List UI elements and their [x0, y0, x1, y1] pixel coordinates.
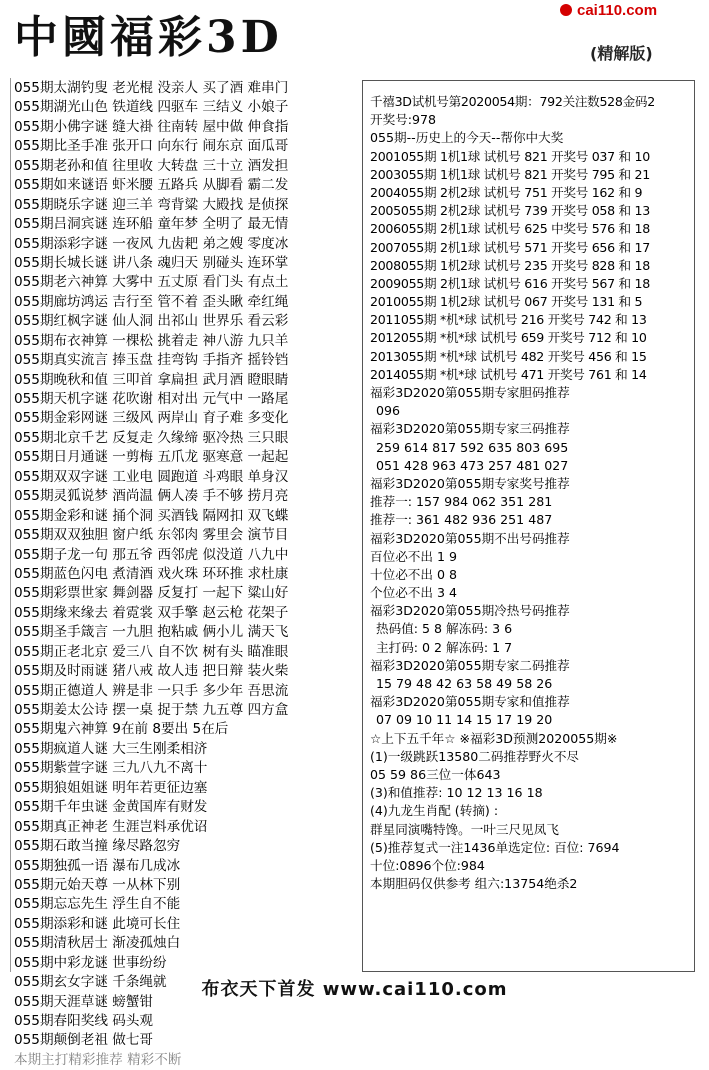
forecast-line: 05 59 86三位一体643 — [370, 766, 501, 782]
forecast-line: 本期胆码仅供参考 组六:13754绝杀2 — [370, 876, 578, 892]
riddle-row: 055期添彩和谜 此境可长住 — [14, 915, 181, 932]
riddle-row: 055期正德道人 辨是非 一只手 多少年 吾思流 — [14, 682, 289, 699]
riddle-row: 055期忘忘先生 浮生自不能 — [14, 896, 181, 913]
two-code-line: 15 79 48 42 63 58 49 58 26 — [376, 676, 553, 691]
riddle-row: 055期石敢当撞 缘尽路忽穷 — [14, 838, 181, 855]
riddle-row: 055期太湖钓叟 老光棍 没亲人 买了酒 难串门 — [14, 80, 289, 96]
riddle-row: 本期主打精彩推荐 精彩不断 — [14, 1051, 182, 1068]
history-row: 2010055期 1机2球 试机号 067 开奖号 131 和 5 — [370, 294, 643, 310]
draw-number-line: 开奖号:978 — [370, 112, 437, 128]
riddle-row: 055期金彩网谜 三级风 两岸山 育子难 多变化 — [14, 410, 289, 427]
history-row: 2013055期 *机*球 试机号 482 开奖号 456 和 15 — [370, 348, 647, 364]
riddle-row: 055期正老北京 爱三八 自不饮 树有头 瞄准眼 — [14, 643, 289, 660]
riddle-row: 055期红枫字谜 仙人洞 出祁山 世界乐 看云彩 — [14, 313, 289, 330]
riddle-row: 055期廊坊鸿运 吉行至 管不着 歪头瞅 牵红绳 — [14, 293, 289, 310]
riddle-row: 055期布衣神算 一棵松 挑着走 神八游 九只羊 — [14, 332, 289, 349]
history-row: 2001055期 1机1球 试机号 821 开奖号 037 和 10 — [370, 148, 650, 164]
riddle-row: 055期吕洞宾谜 连环船 童年梦 全明了 最无情 — [14, 216, 289, 233]
riddle-list — [14, 79, 354, 1068]
riddle-row: 055期颠倒老祖 做七哥 — [14, 1032, 154, 1049]
riddle-row: 055期金彩和谜 捅个洞 买酒钱 隔网扣 双飞蝶 — [14, 507, 289, 524]
riddle-row: 055期老六神算 大雾中 五丈原 看门头 有点土 — [14, 274, 289, 291]
forecast-line: 十位:0896个位:984 — [370, 857, 485, 873]
riddle-row: 055期元始天尊 一从林下别 — [14, 876, 181, 893]
exclude-code-line: 百位必不出 1 9 — [370, 548, 458, 564]
sum-value-title: 福彩3D2020第055期专家和值推荐 — [370, 694, 570, 710]
hot-cold-line: 热码值: 5 8 解冻码: 3 6 — [376, 621, 513, 637]
history-row: 2014055期 *机*球 试机号 471 开奖号 761 和 14 — [370, 366, 647, 382]
history-title: 055期--历史上的今天--帮你中大奖 — [370, 130, 564, 146]
prediction-panel — [370, 93, 690, 968]
bold-code-value: 096 — [376, 403, 401, 419]
riddle-row: 055期子龙一句 那五爷 西邻虎 似没道 八九中 — [14, 546, 289, 563]
exclude-code-line: 十位必不出 0 8 — [370, 566, 458, 582]
sum-value-line: 07 09 10 11 14 15 17 19 20 — [376, 712, 553, 728]
riddle-row: 055期湖光山色 铁道线 四驱车 三结义 小娘子 — [14, 99, 289, 116]
two-code-title: 福彩3D2020第055期专家二码推荐 — [370, 657, 570, 673]
riddle-row: 055期比圣手准 张开口 向东行 闹东京 面瓜哥 — [14, 138, 289, 155]
riddle-row: 055期灵狐说梦 酒尚温 俩人凑 手不够 捞月亮 — [14, 488, 289, 505]
riddle-row: 055期及时雨谜 猪八戒 故人违 把日辩 装火柴 — [14, 663, 289, 680]
site-watermark[interactable] — [560, 0, 709, 20]
riddle-row: 055期真实流言 捧玉盘 挂弯钩 手指齐 摇铃铛 — [14, 352, 289, 369]
riddle-row: 055期疯道人谜 大三生刚柔相济 — [14, 740, 208, 757]
page-title: 中國福彩3D — [14, 12, 283, 63]
forecast-line: (3)和值推荐: 10 12 13 16 18 — [370, 785, 543, 801]
footer-banner — [0, 972, 709, 1003]
riddle-row: 055期日月通谜 一剪梅 五爪龙 驱寒意 一起起 — [14, 449, 289, 466]
hot-cold-title: 福彩3D2020第055期冷热号码推荐 — [370, 603, 570, 619]
edition-label: (精解版) — [590, 44, 653, 63]
three-code-title: 福彩3D2020第055期专家三码推荐 — [370, 421, 570, 437]
three-code-line: 259 614 817 592 635 803 695 — [376, 439, 569, 455]
riddle-row: 055期晚秋和值 三叩首 拿扁担 武月酒 瞪眼睛 — [14, 371, 289, 388]
riddle-row: 055期圣手箴言 一九胆 抱粘戚 俩小儿 满天飞 — [14, 624, 289, 641]
history-row: 2009055期 2机1球 试机号 616 开奖号 567 和 18 — [370, 275, 650, 291]
history-row: 2012055期 *机*球 试机号 659 开奖号 712 和 10 — [370, 330, 647, 346]
riddle-row: 055期狼姐姐谜 明年若更征边塞 — [14, 779, 208, 796]
history-row: 2005055期 2机2球 试机号 739 开奖号 058 和 13 — [370, 203, 650, 219]
site-link[interactable]: cai110.com — [577, 1, 658, 19]
forecast-line: 群星同演嘴特馋。一叶三尺见凤飞 — [370, 821, 559, 837]
prize-code-line: 推荐一: 361 482 936 251 487 — [370, 512, 553, 528]
riddle-row: 055期北京千艺 反复走 久缘缔 驱冷热 三只眼 — [14, 429, 289, 446]
forecast-line: (4)九龙生肖配 (转摘) : — [370, 803, 499, 819]
riddle-row: 055期彩票世家 舞剑器 反复打 一起下 粱山好 — [14, 585, 289, 602]
riddle-row: 055期长城长谜 讲八条 魂归天 别碰头 连环掌 — [14, 254, 289, 271]
forecast-line: (1)一级跳跃13580二码推荐野火不尽 — [370, 748, 580, 764]
history-row: 2007055期 2机1球 试机号 571 开奖号 656 和 17 — [370, 239, 650, 255]
exclude-code-title: 福彩3D2020第055期不出号码推荐 — [370, 530, 570, 546]
prize-code-title: 福彩3D2020第055期专家奖号推荐 — [370, 475, 570, 491]
masthead — [0, 0, 709, 75]
prize-code-line: 推荐一: 157 984 062 351 281 — [370, 494, 553, 510]
hot-cold-line: 主打码: 0 2 解冻码: 1 7 — [376, 639, 513, 655]
history-row: 2003055期 1机1球 试机号 821 开奖号 795 和 21 — [370, 166, 650, 182]
history-row: 2004055期 2机2球 试机号 751 开奖号 162 和 9 — [370, 184, 643, 200]
riddle-row: 055期玄女字谜 千条绳就 — [14, 974, 167, 991]
riddle-row: 055期中彩龙谜 世事纷纷 — [14, 954, 167, 971]
riddle-row: 055期紫萱字谜 三九八九不离十 — [14, 760, 208, 777]
riddle-row: 055期双双独胆 窗户纸 东邻肉 雾里会 演节目 — [14, 527, 289, 544]
three-code-line: 051 428 963 473 257 481 027 — [376, 457, 569, 473]
riddle-row: 055期如来谜语 虾米腰 五路兵 从脚看 霸二发 — [14, 177, 289, 194]
forecast-line: (5)推荐复式一注1436单选定位: 百位: 7694 — [370, 839, 620, 855]
riddle-row: 055期独孤一语 瀑布几成冰 — [14, 857, 181, 874]
riddle-row: 055期真正神老 生涯岂料承优诏 — [14, 818, 208, 835]
riddle-row: 055期添彩字谜 一夜风 九齿耙 弟之嫂 零度冰 — [14, 235, 289, 252]
forecast-list — [370, 748, 690, 894]
history-row: 2011055期 *机*球 试机号 216 开奖号 742 和 13 — [370, 312, 647, 328]
riddle-row: 055期天涯草谜 螃蟹钳 — [14, 993, 154, 1010]
history-list — [370, 148, 690, 384]
riddle-row: 055期蓝色闪电 煮清酒 戏火珠 环环推 求杜康 — [14, 565, 289, 582]
riddle-row: 055期鬼六神算 9在前 8要出 5在后 — [14, 721, 229, 738]
riddle-row: 055期老孙和值 往里收 大转盘 三十立 酒发担 — [14, 157, 289, 174]
riddle-row: 055期双双字谜 工业电 圆跑道 斗鸡眼 单身汉 — [14, 468, 289, 485]
riddle-row: 055期缘来缘去 着霓裳 双手擎 赵云枪 花架子 — [14, 604, 289, 621]
riddle-row: 055期姜太公诗 摆一桌 捉于禁 九五尊 四方盒 — [14, 702, 289, 718]
riddle-row: 055期小佛字谜 缝大褂 往南转 屋中做 伸食指 — [14, 118, 289, 135]
bold-code-title: 福彩3D2020第055期专家胆码推荐 — [370, 385, 570, 400]
exclude-code-line: 个位必不出 3 4 — [370, 585, 458, 601]
riddle-row: 055期春阳奖线 码头观 — [14, 1013, 154, 1029]
forecast-title: ☆上下五千年☆ ※福彩3D预测2020055期※ — [370, 730, 618, 746]
history-row: 2006055期 2机1球 试机号 625 中奖号 576 和 18 — [370, 221, 650, 237]
riddle-row: 055期千年虫谜 金黄国库有财发 — [14, 799, 208, 816]
riddle-row: 055期晓乐字谜 迎三羊 弯背粱 大殿找 是侦探 — [14, 196, 289, 213]
riddle-row: 055期清秋居士 渐凌孤烛白 — [14, 935, 181, 952]
site-logo-icon — [560, 4, 572, 16]
footer-text: 布衣天下首发 www.cai110.com — [201, 978, 508, 1000]
left-divider — [10, 78, 11, 972]
trial-number-line: 千禧3D试机号第2020054期：792关注数528金码2 — [370, 94, 655, 109]
history-row: 2008055期 1机2球 试机号 235 开奖号 828 和 18 — [370, 257, 650, 273]
riddle-row: 055期天机字谜 花吹谢 相对出 元气中 一路尾 — [14, 391, 289, 407]
